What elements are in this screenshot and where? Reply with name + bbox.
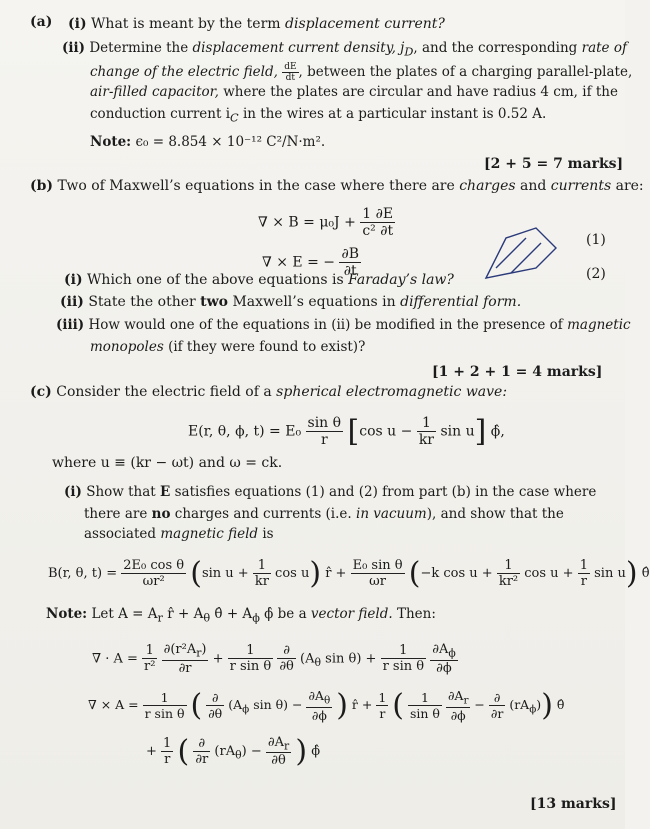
b-marks: [1 + 2 + 1 = 4 marks] — [432, 364, 603, 380]
maxwell-eq2: ∇ × E = − $\frac{\partial B}{\partial t}$ — [262, 246, 359, 279]
c-i-line1: (i) Show that E satisfies equations (1) and (2) from part (b) in the case where — [64, 484, 597, 500]
c-marks: [13 marks] — [530, 796, 617, 812]
curl-formula-line2: + $\frac{1}{r}$ ( $\frac{\partial}{\partial r}$ $(rA_\theta)$ − $\frac{\partial A_r}{\partial\theta}$ ) ϕ̂ — [146, 734, 321, 769]
c-i-line2: there are no charges and currents (i.e. in vacuum), and show that the — [84, 506, 564, 522]
maxwell-eq1: ∇ × B = μ₀J + $\frac{1 \partial E}{\text{c² ∂t}}$ — [258, 206, 394, 239]
b-i-question: (i) Which one of the above equations is Faraday’s law? — [64, 272, 454, 288]
b-ii-question: (ii) State the other two Maxwell’s equations in differential form. — [60, 294, 522, 310]
c-intro: (c) Consider the electric field of a spherical electromagnetic wave: — [30, 384, 508, 400]
curl-formula-line1: ∇ × A = $\frac{1}{\text{r sin θ}}$ ( $\frac{\partial}{\partial\theta}$ ($A_\phi$ sin θ) − $\frac{\partial A_\theta}{\partial\phi}$ ) r̂ + $\frac{1}{r}$ ( $\frac{1}{\text{sin θ}}$ $\frac{\partial A_r}{\partial\phi}$ − $\frac{\partial}{\partial r}$ $(rA_\phi)$) θ̂ — [88, 688, 565, 723]
eq1-number: (1) — [586, 232, 606, 248]
divergence-formula: ∇ · A = $\frac{1}{\text{r²}}$ $\frac{\partial(r^2A_r)}{\partial r}$ + $\frac{1}{\text{r sin θ}}$ $\frac{\partial}{\partial\theta}$ ($A_\theta$ sin θ) + $\frac{1}{\text{r sin θ}}$ $\frac{\partial A_\phi}{\partial\phi}$ — [92, 642, 456, 676]
eq2-number: (2) — [586, 266, 606, 282]
a-marks: [2 + 5 = 7 marks] — [484, 156, 624, 172]
a-i-question: (i) What is meant by the term displacement current? — [68, 16, 445, 32]
a-ii-line4: conduction current $i_C$ in the wires at a particular instant is 0.52 A. — [90, 106, 547, 125]
part-a-label: (a) — [30, 14, 53, 30]
a-ii-line1: (ii) Determine the displacement current density, $j_D$, and the corresponding rate of — [62, 40, 627, 59]
B-field-equation: B(r, θ, t) = $\frac{\text{2E₀ cos θ}}{\text{ωr²}}$ (sin u + $\frac{1}{kr}$ cos u) r̂ + $\frac{\text{E₀ sin θ}}{\omega r}$ (−k cos u + $\frac{1}{\text{kr²}}$ cos u + $\frac{1}{r}$ sin u) θ̂ — [48, 556, 650, 591]
b-intro: (b) Two of Maxwell’s equations in the case where there are charges and currents are: — [30, 178, 644, 194]
where-definition: where u ≡ (kr − ωt) and ω = ck. — [52, 455, 283, 471]
b-iii-line1: (iii) How would one of the equations in (ii) be modified in the presence of magnetic — [56, 317, 631, 333]
handwritten-scribble — [476, 218, 566, 288]
c-note: Note: Let $A = A_r$ r̂ + $A_\theta$ θ̂ + $A_\phi$ ϕ̂ be a vector field. Then: — [46, 606, 436, 625]
a-ii-line2: change of the electric field, $\frac{dE}{dt}$ , between the plates of a charging parallel-plate, — [90, 62, 633, 83]
a-note: Note: ϵ₀ = 8.854 × 10⁻¹² C²/N·m². — [90, 134, 326, 150]
c-i-line3: associated magnetic field is — [84, 526, 274, 542]
E-field-equation: E(r, θ, ϕ, t) = E₀ $\frac{\text{sin θ}}{r}$ [cos u − $\frac{1}{kr}$ sin u] ϕ̂, — [188, 414, 505, 449]
b-iii-line2: monopoles (if they were found to exist)? — [90, 339, 366, 355]
a-ii-line3: air-filled capacitor, where the plates are circular and have radius 4 cm, if the — [90, 84, 618, 100]
